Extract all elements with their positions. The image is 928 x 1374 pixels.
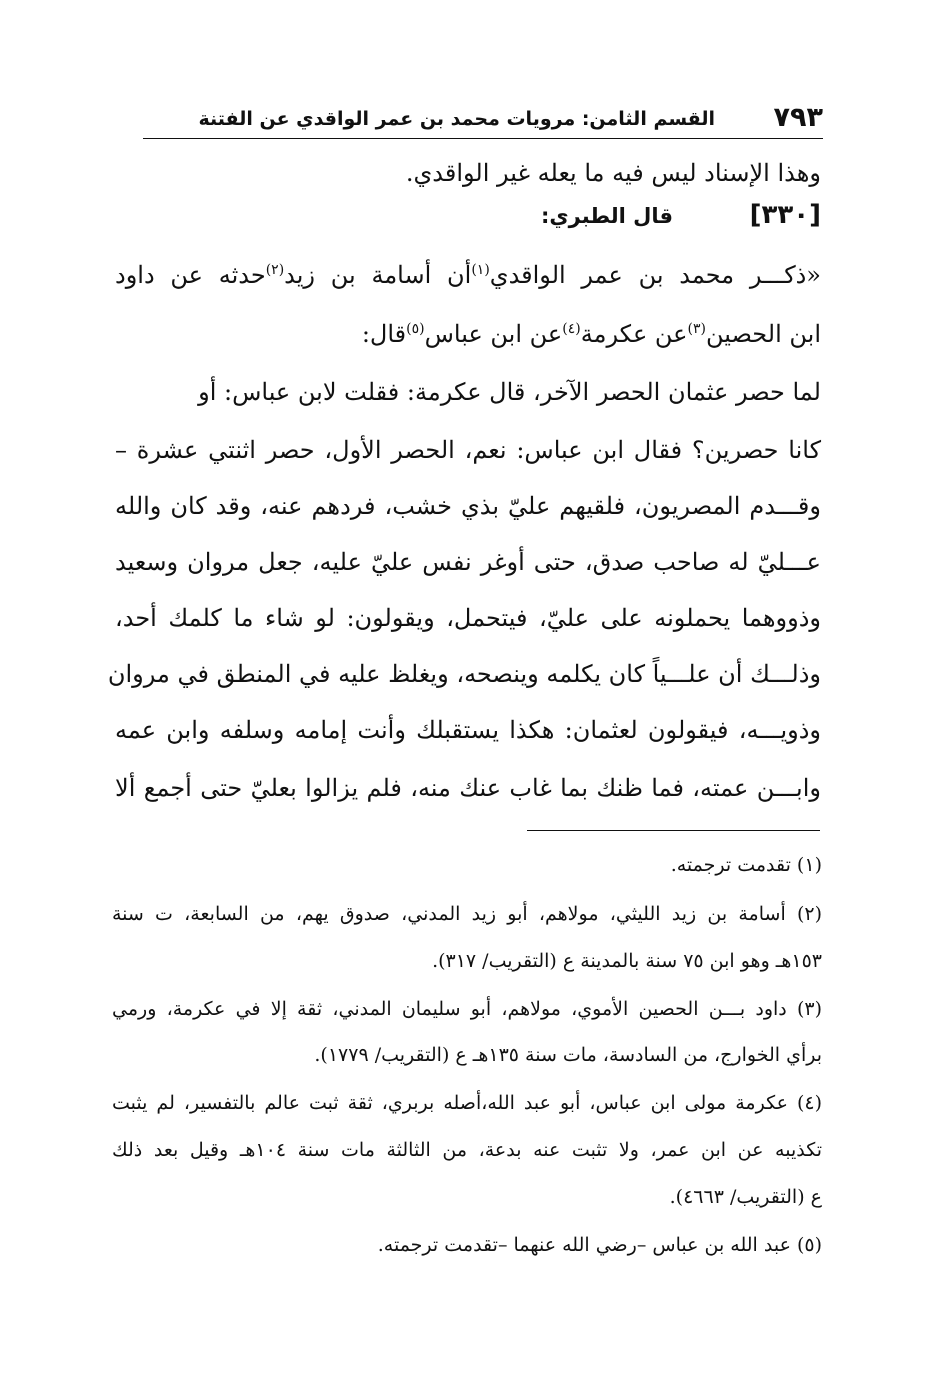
isnad-text: عن عكرمة <box>580 320 688 348</box>
isnad-text: «ذكـــر محمد بن عمر الواقدي <box>489 261 821 289</box>
isnad-line-2 <box>115 314 821 354</box>
narration-title: قال الطبري: <box>541 204 673 228</box>
footnote-4-cont: تكذيبه عن ابن عمر، ولا تثبت عنه بدعة، من الثالثة مات سنة ١٠٤هـ وقيل بعد ذلك <box>112 1139 822 1161</box>
page-header <box>143 102 823 136</box>
footnote-5: (٥) عبد الله بن عباس –رضي الله عنهما –تقدمت ترجمته. <box>377 1234 822 1256</box>
narration-number: [٣٣٠] <box>749 200 821 230</box>
page-number: ٧٩٣ <box>773 102 823 133</box>
matn-line: كانا حصرين؟ فقال ابن عباس: نعم، الحصر الأول، حصر اثنتي عشرة – <box>115 436 821 464</box>
matn-line: وقـــدم المصريون، فلقيهم عليّ بذي خشب، فردهم عنه، وقد كان والله <box>115 492 821 520</box>
footnote-1: (١) تقدمت ترجمته. <box>670 854 822 876</box>
narration-heading <box>115 198 821 238</box>
isnad-text: حدثه عن داود <box>115 261 266 289</box>
isnad-text: قال: <box>361 320 407 348</box>
header-rule <box>143 138 823 139</box>
matn-line: وذووهما يحملونه على عليّ، فيتحمل، ويقولون: لو شاء ما كلمك أحد، <box>115 604 821 632</box>
footnote-2: (٢) أسامة بن زيد الليثي، مولاهم، أبو زيد المدني، صدوق يهم، من السابعة، ت سنة <box>112 903 822 925</box>
matn-line: وابـــن عمته، فما ظنك بما غاب عنك منه، فلم يزالوا بعليّ حتى أجمع ألا <box>115 774 821 802</box>
footnote-3-cont: برأي الخوارج، من السادسة، مات سنة ١٣٥هـ ع (التقريب/ ١٧٧٩). <box>314 1044 822 1066</box>
matn-line: وذلـــك أن علـــياً كان يكلمه وينصحه، ويغلظ عليه في المنطق في مروان <box>107 660 821 688</box>
isnad-line-1 <box>115 255 821 295</box>
isnad-text: ابن الحصين <box>705 320 821 348</box>
matn-line: وذويـــه، فيقولون لعثمان: هكذا يستقبلك وأنت إمامه وسلفه وابن عمه <box>115 716 821 744</box>
footnote-ref: (٣) <box>687 321 706 337</box>
footnote-ref: (٢) <box>265 262 285 278</box>
matn-line: لما حصر عثمان الحصر الآخر، قال عكرمة: فقلت لابن عباس: أو <box>198 378 821 406</box>
running-title: القسم الثامن: مرويات محمد بن عمر الواقدي عن الفتنة <box>198 108 715 130</box>
footnote-ref: (٤) <box>562 321 581 337</box>
intro-line: وهذا الإسناد ليس فيه ما يعله غير الواقدي. <box>405 159 821 187</box>
isnad-text: أن أسامة بن زيد <box>284 261 472 289</box>
footnote-4: (٤) عكرمة مولى ابن عباس، أبو عبد الله،أصله بربري، ثقة ثبت عالم بالتفسير، لم يثبت <box>112 1092 822 1114</box>
footnote-separator <box>527 830 820 831</box>
matn-line: عـــليّ له صاحب صدق، حتى أوغر نفس عليّ عليه، جعل مروان وسعيد <box>115 548 821 576</box>
footnote-ref: (١) <box>471 262 490 278</box>
footnote-2-cont: ١٥٣هـ وهو ابن ٧٥ سنة بالمدينة ع (التقريب/ ٣١٧). <box>432 950 822 972</box>
footnote-4-cont: ع (التقريب/ ٤٦٦٣). <box>669 1186 822 1208</box>
footnote-ref: (٥) <box>406 321 425 337</box>
isnad-text: عن ابن عباس <box>424 320 563 348</box>
footnote-3: (٣) داود بـــن الحصين الأموي، مولاهم، أبو سليمان المدني، ثقة إلا في عكرمة، ورمي <box>112 998 822 1020</box>
